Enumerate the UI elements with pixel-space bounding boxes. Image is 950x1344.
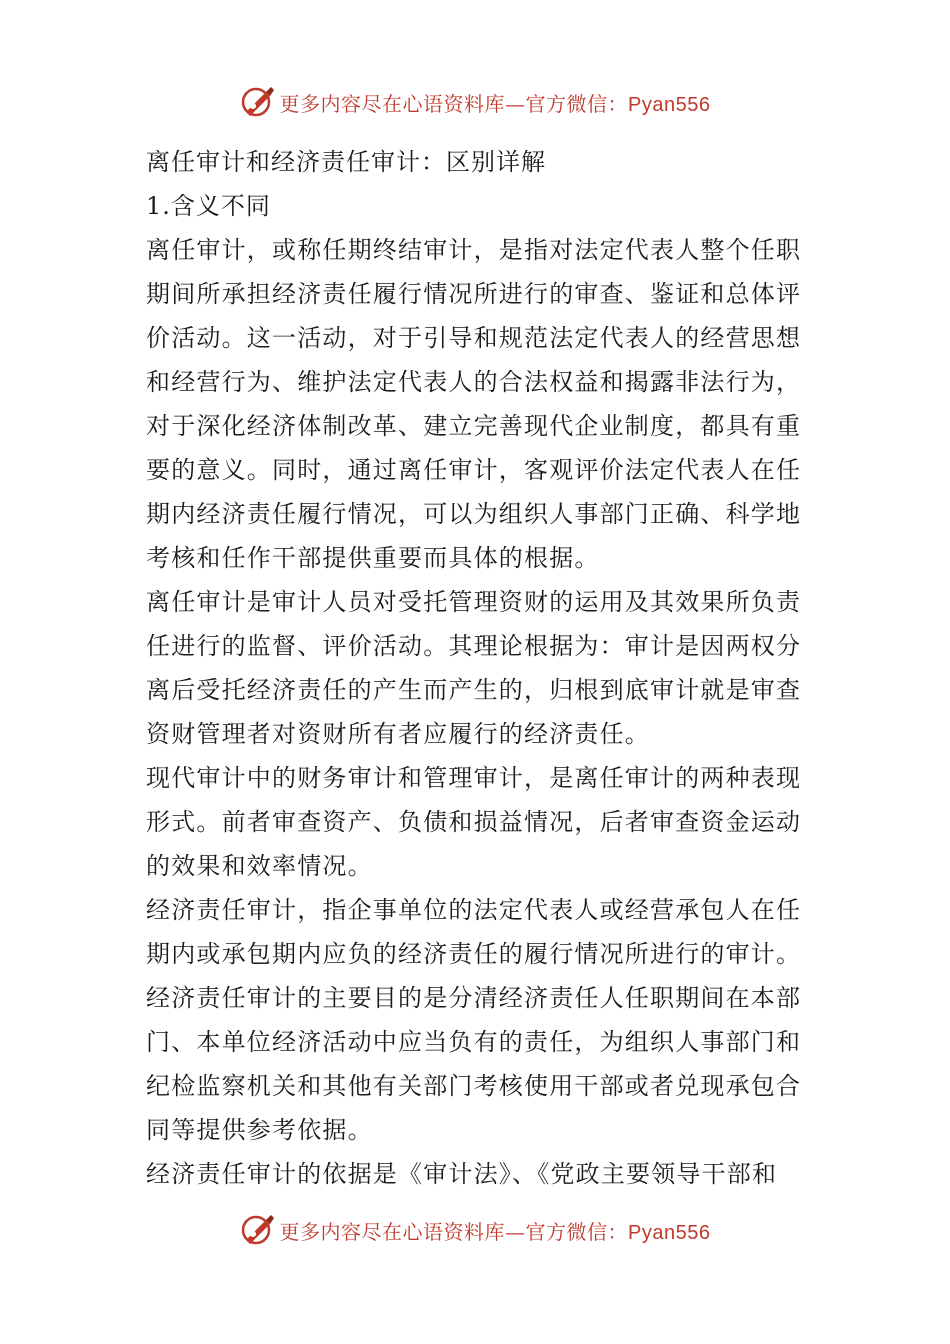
header-banner-text: 更多内容尽在心语资料库—官方微信：Pyan556	[279, 91, 711, 116]
body-line: 任进行的监督、评价活动。其理论根据为：审计是因两权分	[146, 632, 802, 660]
body-line: 对于深化经济体制改革、建立完善现代企业制度，都具有重	[146, 412, 802, 440]
body-line: 价活动。这一活动，对于引导和规范法定代表人的经营思想	[146, 324, 802, 352]
footer-banner-id: Pyan556	[628, 1221, 711, 1244]
body-line: 的效果和效率情况。	[146, 852, 373, 880]
body-line: 离任审计，或称任期终结审计，是指对法定代表人整个任职	[146, 236, 802, 264]
body-line: 纪检监察机关和其他有关部门考核使用干部或者兑现承包合	[146, 1072, 802, 1100]
body-line: 离后受托经济责任的产生而产生的，归根到底审计就是审查	[146, 676, 802, 704]
footer-banner-text: 更多内容尽在心语资料库—官方微信：Pyan556	[279, 1219, 711, 1244]
body-line: 经济责任审计，指企事单位的法定代表人或经营承包人在任	[146, 896, 802, 924]
body-line: 期内或承包期内应负的经济责任的履行情况所进行的审计。	[146, 940, 802, 968]
document-title: 离任审计和经济责任审计：区别详解	[146, 148, 546, 176]
body-line: 考核和任作干部提供重要而具体的根据。	[146, 544, 600, 572]
body-line: 期内经济责任履行情况，可以为组织人事部门正确、科学地	[146, 500, 802, 528]
body-line: 同等提供参考依据。	[146, 1116, 373, 1144]
section-heading: 1.含义不同	[146, 192, 271, 220]
pen-logo-icon	[240, 84, 276, 120]
header-banner-id: Pyan556	[628, 93, 711, 116]
body-line: 经济责任审计的主要目的是分清经济责任人任职期间在本部	[146, 984, 802, 1012]
pen-logo-icon	[240, 1212, 276, 1248]
body-line: 和经营行为、维护法定代表人的合法权益和揭露非法行为，	[146, 368, 802, 396]
body-line: 离任审计是审计人员对受托管理资财的运用及其效果所负责	[146, 588, 802, 616]
body-line: 门、本单位经济活动中应当负有的责任，为组织人事部门和	[146, 1028, 802, 1056]
document-body	[146, 140, 810, 1196]
body-line: 现代审计中的财务审计和管理审计，是离任审计的两种表现	[146, 764, 802, 792]
footer-banner	[0, 1210, 950, 1250]
body-line: 资财管理者对资财所有者应履行的经济责任。	[146, 720, 650, 748]
body-line: 要的意义。同时，通过离任审计，客观评价法定代表人在任	[146, 456, 802, 484]
body-line: 经济责任审计的依据是《审计法》、《党政主要领导干部和	[146, 1160, 778, 1188]
header-banner	[0, 82, 950, 122]
body-line: 期间所承担经济责任履行情况所进行的审查、鉴证和总体评	[146, 280, 802, 308]
body-line: 形式。前者审查资产、负债和损益情况，后者审查资金运动	[146, 808, 802, 836]
